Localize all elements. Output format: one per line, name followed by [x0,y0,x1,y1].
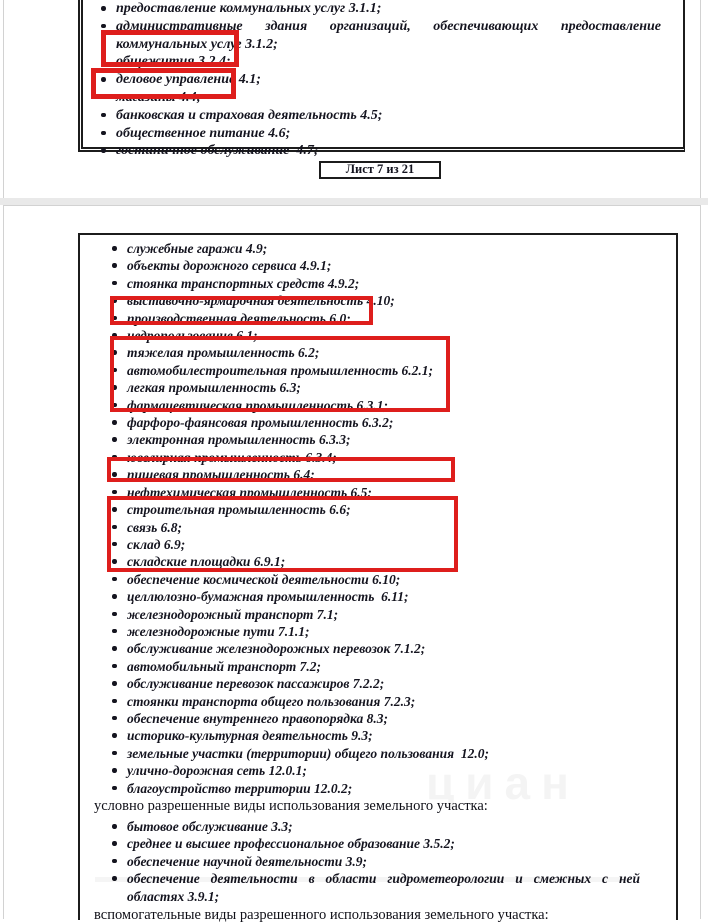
list-item: железнодорожный транспорт 7.1; [127,606,640,623]
list-item: бытовое обслуживание 3.3; [127,818,640,835]
list-item: обеспечение космической деятельности 6.10; [127,571,640,588]
page-separator [0,198,708,205]
permitted-uses-list-page2 [94,240,662,797]
document-page-sheet-7 [3,0,701,199]
list-item: банковская и страховая деятельность 4.5; [116,107,661,125]
list-item: фарфоро-фаянсовая промышленность 6.3.2; [127,414,640,431]
conditional-uses-list [94,818,662,905]
list-item: деловое управление 4.1; [116,71,661,89]
list-item: общественное питание 4.6; [116,125,661,143]
list-item: железнодорожные пути 7.1.1; [127,623,640,640]
permitted-uses-table-cell-2 [78,233,678,924]
conditional-uses-heading: условно разрешенные виды использования земельного участка: [94,798,488,814]
list-item: служебные гаражи 4.9; [127,240,640,257]
permitted-uses-list-page1 [83,0,683,160]
list-item: обслуживание перевозок пассажиров 7.2.2; [127,675,640,692]
list-item: выставочно-ярмарочная деятельность 4.10; [127,292,640,309]
list-item: автомобильный транспорт 7.2; [127,658,640,675]
list-item: обеспечение внутреннего правопорядка 8.3; [127,710,640,727]
list-item: ювелирная промышленность 6.3.4; [127,449,640,466]
list-item: тяжелая промышленность 6.2; [127,344,640,361]
list-item: гостиничное обслуживание 4.7; [116,142,661,160]
permitted-uses-table-cell [78,0,685,159]
list-item: электронная промышленность 6.3.3; [127,431,640,448]
list-item: пищевая промышленность 6.4; [127,466,640,483]
list-item: нефтехимическая промышленность 6.5; [127,484,640,501]
document-page-sheet-8 [3,205,701,924]
list-item: среднее и высшее профессиональное образование 3.5.2; [127,835,640,852]
list-item: объекты дорожного сервиса 4.9.1; [127,257,640,274]
list-item: обеспечение деятельности в области гидрометеорологии и смежных с ней областях 3.9.1; [127,871,640,904]
list-item: легкая промышленность 6.3; [127,379,640,396]
auxiliary-uses-heading: вспомогательные виды разрешенного использования земельного участка: [94,907,549,924]
list-item: историко-культурная деятельность 9.3; [127,727,640,744]
list-item: обеспечение научной деятельности 3.9; [127,853,640,870]
list-item: недропользование 6.1; [127,327,640,344]
sheet-number-box [319,161,441,179]
list-item: предоставление коммунальных услуг 3.1.1; [116,0,661,18]
list-item: строительная промышленность 6.6; [127,501,640,518]
list-item: благоустройство территории 12.0.2; [127,780,640,797]
list-item: автомобилестроительная промышленность 6.2.1; [127,362,640,379]
list-item: склад 6.9; [127,536,640,553]
list-item: общежития 3.2.4; [116,53,661,71]
list-item: магазины 4.4; [116,89,661,107]
list-item: улично-дорожная сеть 12.0.1; [127,762,640,779]
list-item: связь 6.8; [127,519,640,536]
sheet-number-label: Лист 7 из 21 [345,162,415,176]
list-item: производственная деятельность 6.0; [127,310,640,327]
list-item: складские площадки 6.9.1; [127,553,640,570]
list-item: обслуживание железнодорожных перевозок 7.1.2; [127,640,640,657]
list-item: административные здания организаций, обеспечивающих предоставление коммунальных услуг 3.1.2; [116,18,661,52]
list-item: земельные участки (территории) общего пользования 12.0; [127,745,640,762]
list-item: стоянки транспорта общего пользования 7.2.3; [127,693,640,710]
list-item: фармацевтическая промышленность 6.3.1; [127,397,640,414]
list-item: стоянка транспортных средств 4.9.2; [127,275,640,292]
list-item: целлюлозно-бумажная промышленность 6.11; [127,588,640,605]
